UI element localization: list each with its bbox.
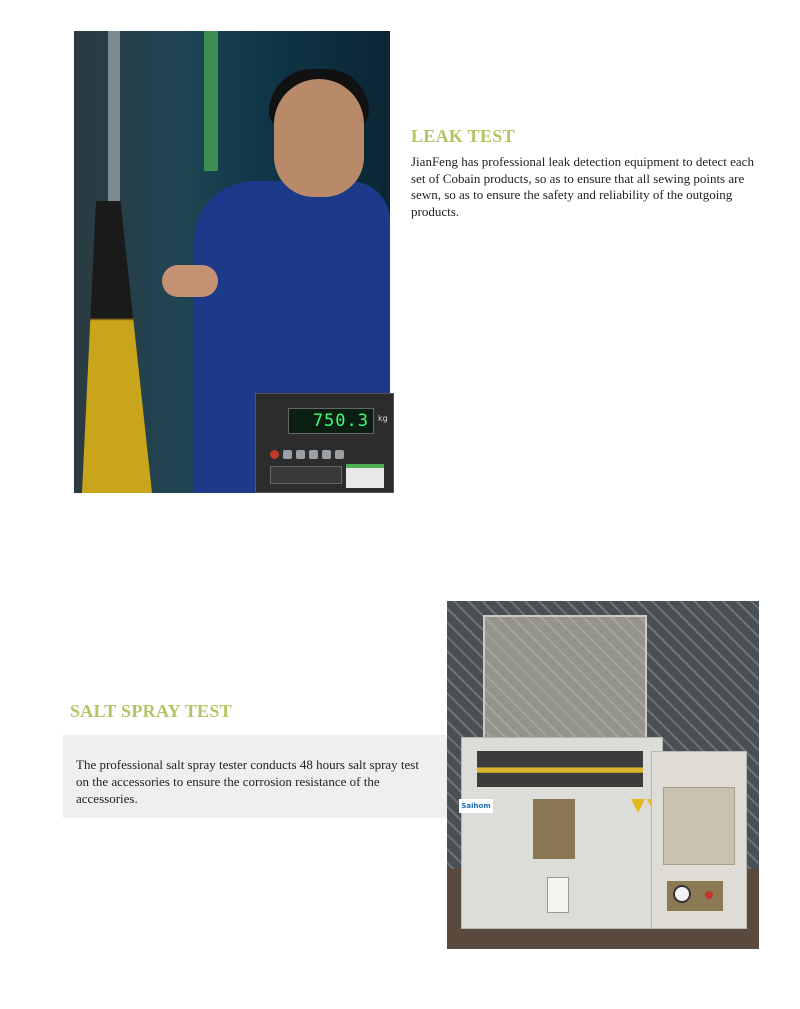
tester-plaque-shape bbox=[533, 799, 575, 859]
worker-head-shape bbox=[274, 79, 364, 197]
leak-test-heading: LEAK TEST bbox=[411, 126, 515, 146]
rail-shape bbox=[204, 31, 218, 171]
control-knob-icon bbox=[705, 891, 713, 899]
safety-harness-shape bbox=[82, 201, 152, 493]
salt-spray-test-heading: SALT SPRAY TEST bbox=[70, 701, 232, 721]
pressure-gauge-icon bbox=[673, 885, 691, 903]
scale-key-icon bbox=[283, 450, 292, 459]
tester-control-panel-shape bbox=[663, 787, 735, 865]
tester-sight-glass-shape bbox=[547, 877, 569, 913]
salt-spray-test-description: The professional salt spray tester conducts 48 hours salt spray test on the accessories to ensure the corrosion resistance of the accessories. bbox=[76, 757, 419, 806]
salt-spray-tester-photo bbox=[447, 601, 759, 949]
tester-brand-label: Saihom bbox=[459, 799, 493, 813]
tester-lid-shape bbox=[483, 615, 647, 745]
scale-key-icon bbox=[309, 450, 318, 459]
scale-key-icon bbox=[335, 450, 344, 459]
power-key-icon bbox=[270, 450, 279, 459]
scale-reading: 750.3 bbox=[288, 408, 374, 434]
digital-scale-display bbox=[255, 393, 394, 493]
worker-hands-shape bbox=[162, 265, 218, 297]
scale-keys bbox=[270, 450, 344, 459]
tester-tray-shape bbox=[477, 751, 643, 787]
scale-key-icon bbox=[296, 450, 305, 459]
scale-unit: kg bbox=[378, 414, 388, 423]
scale-key-icon bbox=[322, 450, 331, 459]
scale-label-strip bbox=[270, 466, 342, 484]
scale-sticker bbox=[346, 464, 384, 488]
pipe-shape bbox=[108, 31, 120, 221]
leak-test-description: JianFeng has professional leak detection equipment to detect each set of Cobain products, so as to ensure that all sewing points are sewn, so as to ensure the safety and reliability of the outgoing products. bbox=[411, 154, 754, 219]
